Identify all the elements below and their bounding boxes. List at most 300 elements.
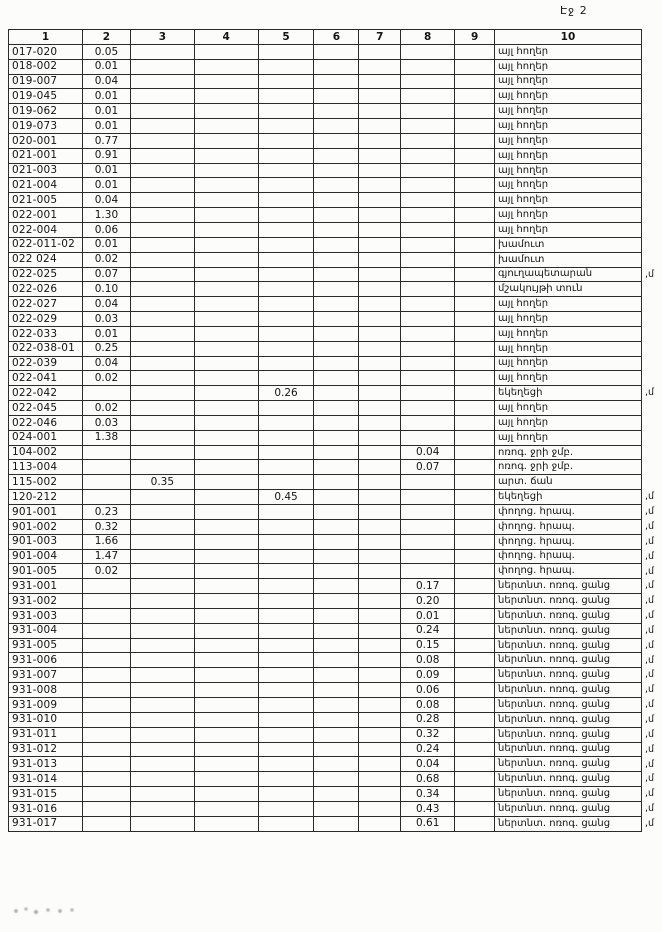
parcel-code-cell: 022-033 <box>9 326 83 341</box>
table-row <box>9 579 662 594</box>
value-cell <box>359 460 401 475</box>
value-cell <box>130 772 194 787</box>
land-use-cell: ներտնտ. ոռոգ. ցանց <box>495 653 642 668</box>
value-cell <box>359 401 401 416</box>
value-cell <box>359 252 401 267</box>
value-cell: 0.07 <box>401 460 455 475</box>
table-row <box>9 326 662 341</box>
value-cell <box>194 742 258 757</box>
value-cell: 0.01 <box>82 163 130 178</box>
value-cell <box>455 252 495 267</box>
value-cell <box>130 579 194 594</box>
value-cell: 0.04 <box>82 193 130 208</box>
land-use-cell: ներտնտ. ոռոգ. ցանց <box>495 608 642 623</box>
value-cell <box>130 163 194 178</box>
value-cell <box>359 638 401 653</box>
land-use-cell: այլ հողեր <box>495 148 642 163</box>
parcel-code-cell: 024-001 <box>9 430 83 445</box>
value-cell <box>314 415 359 430</box>
table-row <box>9 460 662 475</box>
value-cell <box>359 193 401 208</box>
parcel-code-cell: 931-001 <box>9 579 83 594</box>
value-cell <box>130 787 194 802</box>
value-cell: 0.02 <box>82 401 130 416</box>
value-cell: 1.38 <box>82 430 130 445</box>
land-use-cell: ներտնտ. ոռոգ. ցանց <box>495 712 642 727</box>
value-cell <box>455 445 495 460</box>
value-cell <box>359 697 401 712</box>
value-cell: 0.01 <box>82 89 130 104</box>
value-cell <box>401 252 455 267</box>
value-cell <box>455 401 495 416</box>
parcel-code-cell: 021-004 <box>9 178 83 193</box>
value-cell <box>130 297 194 312</box>
value-cell <box>130 356 194 371</box>
value-cell: 0.01 <box>82 237 130 252</box>
value-cell <box>359 594 401 609</box>
value-cell <box>359 430 401 445</box>
value-cell <box>194 519 258 534</box>
land-use-cell: այլ հողեր <box>495 74 642 89</box>
table-row <box>9 742 662 757</box>
value-cell <box>194 386 258 401</box>
value-cell <box>314 742 359 757</box>
margin-annotation <box>641 59 661 74</box>
value-cell <box>314 104 359 119</box>
parcel-code-cell: 022-045 <box>9 401 83 416</box>
value-cell <box>359 371 401 386</box>
value-cell <box>258 697 314 712</box>
value-cell <box>359 356 401 371</box>
value-cell <box>130 208 194 223</box>
value-cell <box>258 74 314 89</box>
value-cell: 0.24 <box>401 742 455 757</box>
value-cell: 0.04 <box>82 74 130 89</box>
value-cell <box>401 119 455 134</box>
margin-annotation: ,մ <box>644 610 654 622</box>
value-cell <box>258 579 314 594</box>
value-cell <box>314 668 359 683</box>
table-row <box>9 252 662 267</box>
value-cell <box>194 297 258 312</box>
table-row <box>9 608 662 623</box>
value-cell <box>455 237 495 252</box>
value-cell <box>130 549 194 564</box>
value-cell <box>258 326 314 341</box>
value-cell <box>130 267 194 282</box>
value-cell <box>130 312 194 327</box>
column-header-6: 6 <box>314 30 359 45</box>
value-cell <box>359 74 401 89</box>
value-cell <box>258 193 314 208</box>
value-cell <box>359 297 401 312</box>
value-cell <box>258 44 314 59</box>
value-cell: 0.01 <box>82 326 130 341</box>
value-cell <box>82 801 130 816</box>
value-cell <box>130 326 194 341</box>
land-use-cell: ոռոգ. ջրի ջմբ. <box>495 445 642 460</box>
margin-spacer <box>641 30 661 45</box>
value-cell <box>359 579 401 594</box>
parcel-code-cell: 021-001 <box>9 148 83 163</box>
table-row <box>9 430 662 445</box>
value-cell <box>258 816 314 831</box>
value-cell <box>314 119 359 134</box>
table-row <box>9 623 662 638</box>
value-cell: 0.01 <box>82 119 130 134</box>
table-row <box>9 297 662 312</box>
value-cell <box>258 163 314 178</box>
value-cell <box>258 208 314 223</box>
value-cell <box>258 712 314 727</box>
value-cell <box>130 594 194 609</box>
land-use-cell: այլ հողեր <box>495 341 642 356</box>
value-cell <box>359 742 401 757</box>
margin-annotation <box>641 178 661 193</box>
table-row <box>9 104 662 119</box>
land-use-cell: այլ հողեր <box>495 89 642 104</box>
parcel-code-cell: 931-005 <box>9 638 83 653</box>
margin-annotation <box>641 297 661 312</box>
value-cell <box>258 267 314 282</box>
parcel-code-cell: 019-062 <box>9 104 83 119</box>
table-row <box>9 475 662 490</box>
value-cell <box>455 267 495 282</box>
margin-annotation: ,մ <box>644 788 654 800</box>
value-cell: 0.20 <box>401 594 455 609</box>
table-header-row <box>9 30 662 45</box>
value-cell <box>130 490 194 505</box>
value-cell: 0.02 <box>82 252 130 267</box>
land-use-cell: փողոց. հրապ. <box>495 549 642 564</box>
value-cell <box>401 490 455 505</box>
table-row <box>9 193 662 208</box>
value-cell <box>401 74 455 89</box>
value-cell <box>455 208 495 223</box>
value-cell <box>314 297 359 312</box>
value-cell <box>130 133 194 148</box>
value-cell <box>258 623 314 638</box>
value-cell <box>314 163 359 178</box>
value-cell <box>455 742 495 757</box>
value-cell <box>455 549 495 564</box>
value-cell: 0.01 <box>82 104 130 119</box>
table-row <box>9 519 662 534</box>
value-cell <box>359 415 401 430</box>
value-cell <box>194 608 258 623</box>
margin-annotation <box>641 460 661 475</box>
parcel-code-cell: 019-045 <box>9 89 83 104</box>
value-cell <box>314 282 359 297</box>
value-cell <box>130 89 194 104</box>
value-cell <box>130 727 194 742</box>
land-use-cell: եկեղեցի <box>495 386 642 401</box>
value-cell <box>359 801 401 816</box>
margin-annotation <box>641 401 661 416</box>
parcel-code-cell: 931-012 <box>9 742 83 757</box>
value-cell <box>194 59 258 74</box>
value-cell <box>194 326 258 341</box>
value-cell <box>130 104 194 119</box>
table-row <box>9 237 662 252</box>
parcel-code-cell: 019-073 <box>9 119 83 134</box>
margin-annotation <box>641 119 661 134</box>
margin-annotation: ,մ <box>644 699 654 711</box>
margin-annotation <box>641 371 661 386</box>
value-cell <box>130 638 194 653</box>
value-cell <box>194 430 258 445</box>
value-cell <box>455 623 495 638</box>
value-cell <box>194 594 258 609</box>
parcel-code-cell: 901-001 <box>9 505 83 520</box>
table-row <box>9 564 662 579</box>
value-cell <box>314 222 359 237</box>
value-cell <box>194 727 258 742</box>
value-cell: 0.07 <box>82 267 130 282</box>
value-cell <box>82 475 130 490</box>
value-cell <box>130 415 194 430</box>
margin-annotation <box>641 430 661 445</box>
value-cell <box>258 237 314 252</box>
value-cell <box>455 163 495 178</box>
value-cell <box>130 608 194 623</box>
value-cell <box>194 178 258 193</box>
parcel-code-cell: 931-003 <box>9 608 83 623</box>
value-cell <box>258 653 314 668</box>
value-cell <box>194 549 258 564</box>
value-cell <box>401 534 455 549</box>
value-cell <box>194 697 258 712</box>
value-cell: 0.03 <box>82 312 130 327</box>
value-cell <box>82 653 130 668</box>
value-cell <box>82 787 130 802</box>
value-cell <box>258 133 314 148</box>
table-row <box>9 59 662 74</box>
table-row <box>9 445 662 460</box>
value-cell <box>194 208 258 223</box>
parcel-code-cell: 931-011 <box>9 727 83 742</box>
parcel-code-cell: 022-042 <box>9 386 83 401</box>
value-cell <box>359 757 401 772</box>
margin-annotation <box>641 208 661 223</box>
value-cell <box>82 727 130 742</box>
margin-annotation <box>641 445 661 460</box>
value-cell <box>359 668 401 683</box>
margin-annotation: ,մ <box>644 743 654 755</box>
land-use-cell: այլ հողեր <box>495 371 642 386</box>
value-cell: 0.06 <box>82 222 130 237</box>
parcel-code-cell: 017-020 <box>9 44 83 59</box>
value-cell <box>359 386 401 401</box>
value-cell: 0.01 <box>401 608 455 623</box>
parcel-code-cell: 931-014 <box>9 772 83 787</box>
value-cell <box>455 653 495 668</box>
land-use-cell: այլ հողեր <box>495 222 642 237</box>
value-cell: 0.32 <box>401 727 455 742</box>
value-cell <box>130 742 194 757</box>
value-cell <box>359 222 401 237</box>
value-cell <box>314 326 359 341</box>
margin-annotation: ,մ <box>644 506 654 518</box>
value-cell <box>455 193 495 208</box>
value-cell: 0.43 <box>401 801 455 816</box>
value-cell <box>359 475 401 490</box>
land-use-cell: փողոց. հրապ. <box>495 505 642 520</box>
value-cell <box>258 668 314 683</box>
value-cell <box>401 401 455 416</box>
value-cell <box>258 594 314 609</box>
value-cell <box>314 356 359 371</box>
margin-annotation: ,մ <box>644 758 654 770</box>
margin-annotation <box>641 341 661 356</box>
value-cell <box>258 59 314 74</box>
parcel-code-cell: 931-017 <box>9 816 83 831</box>
value-cell <box>130 564 194 579</box>
margin-annotation: ,մ <box>644 550 654 562</box>
value-cell <box>401 326 455 341</box>
parcel-code-cell: 022-011-02 <box>9 237 83 252</box>
value-cell <box>258 742 314 757</box>
value-cell <box>359 772 401 787</box>
value-cell <box>401 104 455 119</box>
value-cell <box>314 623 359 638</box>
value-cell: 0.68 <box>401 772 455 787</box>
value-cell <box>194 341 258 356</box>
value-cell: 0.25 <box>82 341 130 356</box>
parcel-code-cell: 021-005 <box>9 193 83 208</box>
value-cell <box>130 401 194 416</box>
land-use-cell: այլ հողեր <box>495 401 642 416</box>
value-cell <box>258 89 314 104</box>
value-cell <box>314 549 359 564</box>
table-row <box>9 727 662 742</box>
column-header-3: 3 <box>130 30 194 45</box>
land-use-cell: այլ հողեր <box>495 44 642 59</box>
value-cell <box>359 445 401 460</box>
value-cell <box>401 133 455 148</box>
land-use-cell: գյուղապետարան <box>495 267 642 282</box>
value-cell <box>194 668 258 683</box>
land-use-cell: փողոց. հրապ. <box>495 519 642 534</box>
land-use-cell: ներտնտ. ոռոգ. ցանց <box>495 683 642 698</box>
value-cell <box>130 697 194 712</box>
value-cell <box>194 757 258 772</box>
parcel-code-cell: 931-016 <box>9 801 83 816</box>
parcel-code-cell: 022-001 <box>9 208 83 223</box>
value-cell <box>130 460 194 475</box>
column-header-8: 8 <box>401 30 455 45</box>
margin-annotation <box>641 133 661 148</box>
value-cell <box>314 757 359 772</box>
margin-annotation: ,մ <box>644 654 654 666</box>
land-use-cell: փողոց. հրապ. <box>495 534 642 549</box>
value-cell <box>194 564 258 579</box>
land-use-cell: մշակույթի տուն <box>495 282 642 297</box>
parcel-code-cell: 022-039 <box>9 356 83 371</box>
table-row <box>9 89 662 104</box>
value-cell <box>194 44 258 59</box>
parcel-code-cell: 019-007 <box>9 74 83 89</box>
value-cell <box>194 772 258 787</box>
value-cell <box>455 371 495 386</box>
value-cell <box>455 608 495 623</box>
value-cell <box>401 312 455 327</box>
value-cell <box>258 787 314 802</box>
value-cell <box>401 371 455 386</box>
land-use-cell: այլ հողեր <box>495 163 642 178</box>
value-cell <box>258 638 314 653</box>
margin-annotation <box>641 222 661 237</box>
land-use-cell: ներտնտ. ոռոգ. ցանց <box>495 579 642 594</box>
value-cell <box>359 564 401 579</box>
value-cell <box>194 222 258 237</box>
margin-annotation: ,մ <box>644 565 654 577</box>
value-cell: 0.77 <box>82 133 130 148</box>
value-cell <box>455 415 495 430</box>
value-cell <box>401 341 455 356</box>
value-cell <box>314 801 359 816</box>
margin-annotation: ,մ <box>644 817 654 829</box>
land-use-cell: ներտնտ. ոռոգ. ցանց <box>495 623 642 638</box>
value-cell <box>455 683 495 698</box>
value-cell <box>314 208 359 223</box>
value-cell <box>194 267 258 282</box>
parcel-code-cell: 020-001 <box>9 133 83 148</box>
value-cell <box>314 816 359 831</box>
value-cell <box>194 683 258 698</box>
value-cell <box>194 252 258 267</box>
parcel-code-cell: 022-046 <box>9 415 83 430</box>
value-cell <box>258 341 314 356</box>
table-row <box>9 772 662 787</box>
value-cell <box>401 208 455 223</box>
value-cell <box>359 133 401 148</box>
land-use-cell: այլ հողեր <box>495 356 642 371</box>
column-header-1: 1 <box>9 30 83 45</box>
land-use-cell: ներտնտ. ոռոգ. ցանց <box>495 638 642 653</box>
land-use-cell: այլ հողեր <box>495 297 642 312</box>
value-cell: 0.06 <box>401 683 455 698</box>
value-cell <box>194 163 258 178</box>
parcel-code-cell: 120-212 <box>9 490 83 505</box>
value-cell <box>194 356 258 371</box>
value-cell <box>130 519 194 534</box>
value-cell <box>258 119 314 134</box>
value-cell <box>401 44 455 59</box>
value-cell <box>258 401 314 416</box>
value-cell <box>314 386 359 401</box>
value-cell: 0.32 <box>82 519 130 534</box>
value-cell: 1.47 <box>82 549 130 564</box>
value-cell <box>359 282 401 297</box>
value-cell <box>314 193 359 208</box>
value-cell: 0.04 <box>401 445 455 460</box>
value-cell: 0.04 <box>401 757 455 772</box>
value-cell <box>314 475 359 490</box>
value-cell <box>455 772 495 787</box>
value-cell: 0.91 <box>82 148 130 163</box>
value-cell <box>82 683 130 698</box>
value-cell <box>130 371 194 386</box>
value-cell <box>455 133 495 148</box>
table-row <box>9 668 662 683</box>
value-cell <box>130 534 194 549</box>
table-row <box>9 163 662 178</box>
parcel-code-cell: 901-004 <box>9 549 83 564</box>
parcel-code-cell: 931-002 <box>9 594 83 609</box>
value-cell <box>194 312 258 327</box>
value-cell <box>401 193 455 208</box>
